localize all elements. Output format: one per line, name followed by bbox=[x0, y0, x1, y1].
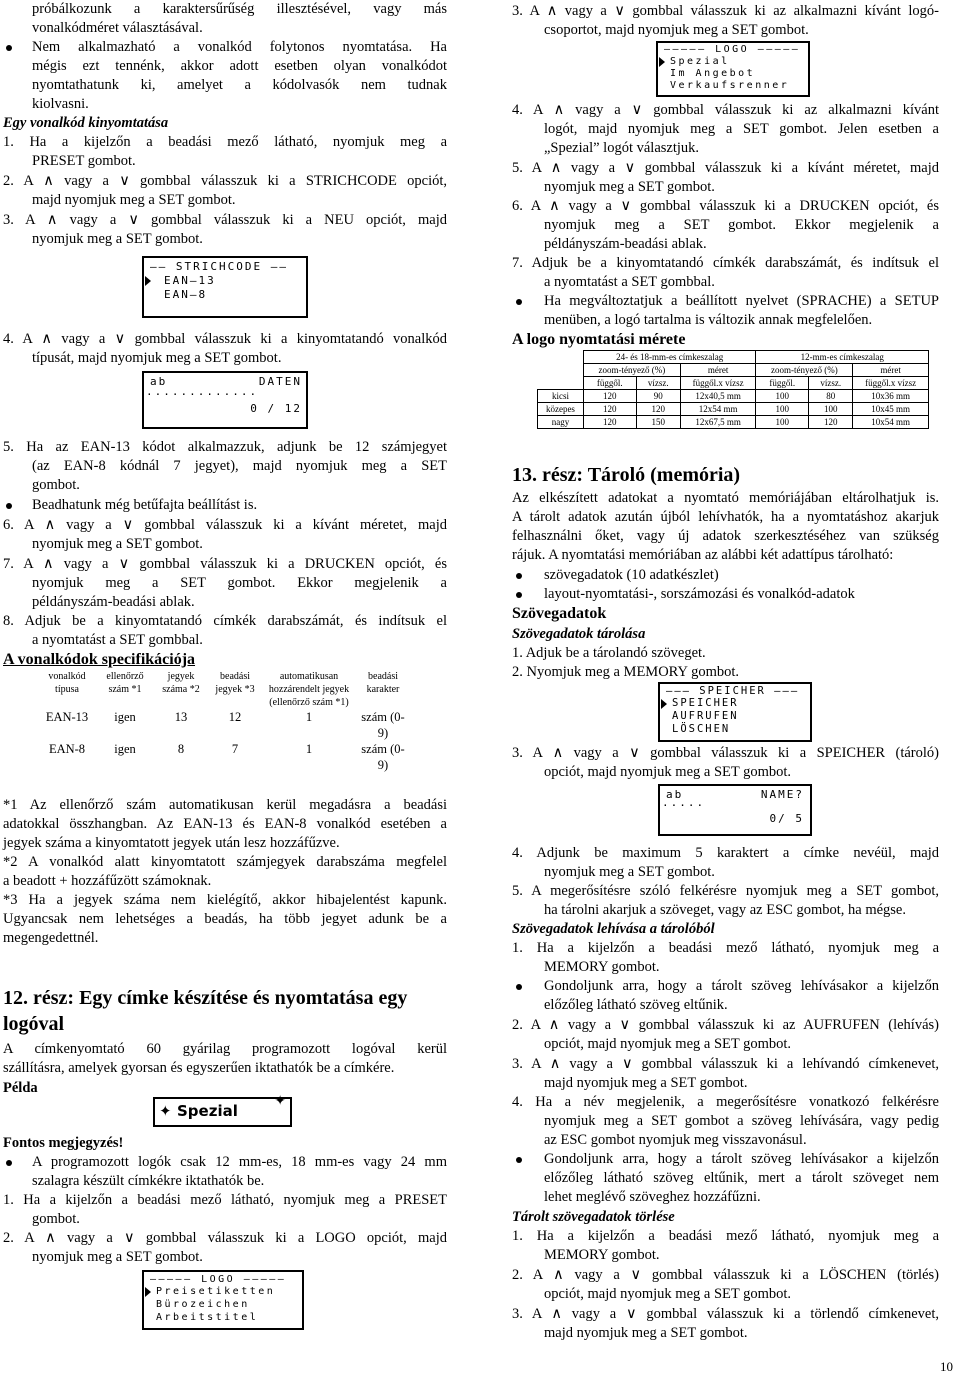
text-line: 2. A ∧ vagy a ∨ gombbal válasszuk ki az AUFRUFEN (lehívás) bbox=[512, 1017, 939, 1033]
part-heading: 12. rész: Egy címke készítése és nyomtatása egy bbox=[3, 987, 408, 1009]
text-line: az ESC gombot nyomjuk meg visszavonásul. bbox=[544, 1132, 807, 1148]
lcd-line: EAN–8 bbox=[164, 288, 208, 301]
bullet-icon bbox=[516, 592, 522, 598]
lcd-line: Preisetiketten bbox=[156, 1286, 276, 1297]
text-line: gombot. bbox=[32, 1211, 80, 1227]
part-heading: logóval bbox=[3, 1013, 65, 1035]
bullet-icon bbox=[516, 573, 522, 579]
lcd-line: –– STRICHCODE –– bbox=[150, 260, 288, 273]
text-line: (az EAN-8 kódnál 7 jegyet), majd nyomjuk meg a SET bbox=[32, 458, 447, 474]
table-cell: 90 bbox=[636, 390, 680, 403]
table-cell: 120 bbox=[636, 403, 680, 416]
table-cell: 12x67,5 mm bbox=[680, 416, 756, 429]
text-line: nyomjuk meg a SET gombot. bbox=[32, 536, 203, 552]
section-heading: A vonalkódok specifikációja bbox=[3, 651, 196, 668]
table-row bbox=[538, 416, 929, 429]
table-header: zoom-tényező (%) bbox=[756, 364, 853, 377]
text-line: Ugyancsak nem lehetséges a beadás, ha több jegyet adunk be a bbox=[3, 911, 447, 927]
text-line: *1 Az ellenőrző szám automatikusan kerül megadásra a beadási bbox=[3, 797, 447, 813]
lcd-text: ab bbox=[666, 788, 684, 801]
text-line: 4. Adjunk be maximum 5 karaktert a címke nevéül, majd bbox=[512, 845, 939, 861]
logo-text: Spezial bbox=[177, 1102, 238, 1120]
table-cell: 100 bbox=[809, 403, 853, 416]
text-line: szállításra, amelyek gyorsan és egyszerűen iktathatók be a címkére. bbox=[3, 1060, 395, 1076]
text-line: nyomtathatunk ki, amelyet a kódolvasók nem tudnak bbox=[32, 77, 447, 93]
text-line: nyomjuk meg a SET gombot. bbox=[32, 1249, 203, 1265]
bullet-icon bbox=[6, 503, 12, 509]
table-cell: 120 bbox=[809, 416, 853, 429]
section-heading: Szövegadatok bbox=[512, 605, 607, 622]
text-line: 8. Adjuk be a kinyomtatandó címkék darabszámát, és indítsuk el bbox=[3, 613, 447, 629]
star-icon: ✦ bbox=[159, 1104, 172, 1120]
table-cell: közepes bbox=[538, 403, 584, 416]
cursor-arrow-icon bbox=[661, 699, 667, 709]
lcd-line: ––––– LOGO ––––– bbox=[664, 44, 801, 55]
text-line: majd nyomjuk meg a SET gombot. bbox=[544, 1325, 748, 1341]
section-heading: A logo nyomtatási mérete bbox=[512, 331, 686, 348]
lcd-line: Im Angebot bbox=[670, 68, 756, 79]
table-header: vonalkód típusa bbox=[48, 671, 86, 695]
text-line: a nyomtatást a SET gombbal. bbox=[544, 274, 715, 290]
text-line: 5. A ∧ vagy a ∨ gombbal válasszuk ki a kívánt méretet, majd bbox=[512, 160, 939, 176]
page-number: 10 bbox=[940, 1359, 953, 1374]
table-cell: 12x54 mm bbox=[680, 403, 756, 416]
spec-table bbox=[38, 670, 410, 773]
text-line: 2. Nyomjuk meg a MEMORY gombot. bbox=[512, 664, 740, 680]
text-line: próbálkozunk a karaktersűrűség illesztésével, vagy más bbox=[32, 1, 447, 17]
text-line: 2. A ∧ vagy a ∨ gombbal válasszuk ki a STRICHCODE opciót, bbox=[3, 173, 447, 189]
table-cell: igen bbox=[114, 742, 136, 756]
text-line: 3. A ∧ vagy a ∨ gombbal válasszuk ki az alkalmazni kívánt logó- bbox=[512, 3, 939, 19]
spezial-logo bbox=[153, 1094, 292, 1127]
table-cell: 12x40,5 mm bbox=[680, 390, 756, 403]
text-line: 1. Ha a kijelzőn a beadási mező látható, nyomjuk meg a bbox=[3, 134, 447, 150]
text-line: majd nyomjuk meg a SET gombot. bbox=[544, 1075, 748, 1091]
lcd-text: ····· bbox=[662, 799, 706, 812]
table-cell: 100 bbox=[756, 403, 809, 416]
text-line: „Spezial” logót választjuk. bbox=[544, 140, 700, 156]
text-line: logót, majd nyomjuk meg a SET gombot. Jelen esetben a bbox=[544, 121, 939, 137]
lcd-text: ············· bbox=[146, 388, 259, 401]
text-line: nyomjuk meg a SET gombot. bbox=[544, 864, 715, 880]
lcd-line: ––– SPEICHER ––– bbox=[666, 685, 800, 697]
table-cell: 8 bbox=[177, 742, 185, 756]
table-header: függől. bbox=[756, 377, 809, 390]
text-line: Gondoljunk arra, hogy a tárolt szöveg lehívásakor a kijelzőn bbox=[544, 1151, 939, 1167]
table-row bbox=[38, 741, 410, 773]
text-line: a nyomtatást a SET gombbal. bbox=[32, 632, 203, 648]
lcd-text: 0/ 5 bbox=[769, 812, 804, 825]
text-line: 4. Ha a név megjelenik, a megerősítésre vonatkozó felkérésre bbox=[512, 1094, 939, 1110]
text-line: csoportot, majd nyomjuk meg a SET gombot. bbox=[544, 22, 809, 38]
table-header: beadási karakter bbox=[366, 671, 400, 695]
bullet-icon bbox=[516, 1157, 522, 1163]
text-line: nyomjuk meg a SET gombot. bbox=[544, 179, 715, 195]
text-line: 5. A megerősítésre szóló felkérésre nyomjuk meg a SET gombot, bbox=[512, 883, 939, 899]
text-line: vonalkódméret választásával. bbox=[32, 20, 203, 36]
lcd-text: DATEN bbox=[258, 375, 302, 388]
part-heading: 13. rész: Tároló (memória) bbox=[512, 464, 741, 486]
lcd-display-name bbox=[658, 784, 812, 836]
text-line: 3. A ∧ vagy a ∨ gombbal válasszuk ki a SPEICHER (tároló) bbox=[512, 745, 939, 761]
lcd-text: NAME? bbox=[760, 788, 804, 801]
text-line: nyomjuk meg a SET gombot. Ekkor megjelenik a bbox=[32, 575, 447, 591]
text-line: *3 Ha a jegyek száma nem kielégítő, akkor hibajelentést kapunk. bbox=[3, 892, 447, 908]
text-line: 1. Ha a kijelzőn a beadási mező látható, nyomjuk meg a bbox=[512, 940, 939, 956]
table-cell: EAN-13 bbox=[45, 710, 89, 724]
table-cell: 10x36 mm bbox=[853, 390, 929, 403]
text-line: 2. A ∧ vagy a ∨ gombbal válasszuk ki a LÖSCHEN (törlés) bbox=[512, 1267, 939, 1283]
table-cell: 120 bbox=[583, 403, 636, 416]
text-line: gombot. bbox=[32, 477, 80, 493]
text-line: 6. A ∧ vagy a ∨ gombbal válasszuk ki a DRUCKEN opciót, és bbox=[512, 198, 939, 214]
text-line: A programozott logók csak 12 mm-es, 18 mm-es vagy 24 mm bbox=[32, 1154, 447, 1170]
section-heading: Szövegadatok tárolása bbox=[512, 626, 646, 642]
text-line: Az elkészített adatokat a nyomtató memóriájában eltárolhatjuk is. bbox=[512, 490, 939, 506]
text-line: 2. A ∧ vagy a ∨ gombbal válasszuk ki a LOGO opciót, majd bbox=[3, 1230, 447, 1246]
example-label: Példa bbox=[3, 1080, 38, 1096]
note-heading: Fontos megjegyzés! bbox=[3, 1135, 124, 1151]
cursor-arrow-icon bbox=[659, 57, 665, 67]
table-cell: igen bbox=[114, 710, 136, 724]
table-cell bbox=[538, 364, 584, 377]
table-header: függől. bbox=[583, 377, 636, 390]
star-icon: ✦ bbox=[274, 1094, 286, 1109]
text-line: A tárolt adatok azután újból lehívhatók, ha a nyomtatáshoz akarjuk bbox=[512, 509, 939, 525]
table-cell: 80 bbox=[809, 390, 853, 403]
text-line: MEMORY gombot. bbox=[544, 959, 660, 975]
bullet-icon bbox=[516, 984, 522, 990]
table-row bbox=[538, 390, 929, 403]
logo-size-table bbox=[537, 350, 929, 429]
table-cell: 100 bbox=[756, 390, 809, 403]
text-line: lehet meglévő szöveghez hozzáfűzni. bbox=[544, 1189, 761, 1205]
text-line: Nem alkalmazható a vonalkód folytonos nyomtatása. Ha bbox=[32, 39, 447, 55]
table-cell: 13 bbox=[174, 710, 188, 724]
table-header: zoom-tényező (%) bbox=[583, 364, 680, 377]
table-header: függől.x vízsz bbox=[853, 377, 929, 390]
table-header: vízsz. bbox=[809, 377, 853, 390]
table-header: 12-mm-es címkeszalag bbox=[756, 351, 929, 364]
table-row bbox=[38, 709, 410, 741]
text-line: opciót, majd nyomjuk meg a SET gombot. bbox=[544, 1036, 792, 1052]
lcd-display-logo-group bbox=[656, 41, 810, 97]
text-line: 6. A ∧ vagy a ∨ gombbal válasszuk ki a kívánt méretet, majd bbox=[3, 517, 447, 533]
text-line: típusát, majd nyomjuk meg a SET gombot. bbox=[32, 350, 282, 366]
table-header: méret bbox=[853, 364, 929, 377]
text-line: kiolvasni. bbox=[32, 96, 89, 112]
text-line: *2 A vonalkód alatt kinyomtatott számjegyek darabszáma megfelel bbox=[3, 854, 447, 870]
text-line: opciót, majd nyomjuk meg a SET gombot. bbox=[544, 1286, 792, 1302]
table-cell bbox=[538, 377, 584, 390]
text-line: megengedettnél. bbox=[3, 930, 99, 946]
table-cell: 120 bbox=[583, 416, 636, 429]
table-header: függől.x vízsz bbox=[680, 377, 756, 390]
text-line: menüben, a logó tartalma is változik annak megfelelően. bbox=[544, 312, 873, 328]
lcd-text: ab bbox=[150, 375, 168, 388]
lcd-display-daten bbox=[142, 371, 308, 429]
table-cell: 120 bbox=[583, 390, 636, 403]
table-header: automatikusan hozzárendelt jegyek (ellenőrző szám *1) bbox=[268, 671, 350, 708]
section-heading: Egy vonalkód kinyomtatása bbox=[3, 115, 169, 131]
text-line: adatokkal összhangban. Az EAN-13 és EAN-8 vonalkód esetében a bbox=[3, 816, 447, 832]
text-line: 3. A ∧ vagy a ∨ gombbal válasszuk ki a törlendő címkenevet, bbox=[512, 1306, 939, 1322]
text-line: 3. A ∧ vagy a ∨ gombbal válasszuk ki a lehívandó címkenevet, bbox=[512, 1056, 939, 1072]
text-line: szalagra készült címkékre iktathatók be. bbox=[32, 1173, 265, 1189]
section-heading: Szövegadatok lehívása a tárolóból bbox=[512, 921, 715, 937]
table-cell: nagy bbox=[538, 416, 584, 429]
text-line: 1. Ha a kijelzőn a beadási mező látható, nyomjuk meg a bbox=[512, 1228, 939, 1244]
text-line: a beadott + hozzáfűzött számoknak. bbox=[3, 873, 212, 889]
bullet-icon bbox=[6, 45, 12, 51]
table-header: 24- és 18-mm-es címkeszalag bbox=[583, 351, 756, 364]
text-line: majd nyomjuk meg a SET gombot. bbox=[32, 192, 236, 208]
text-line: előzőleg látható szöveg eltűnik, mert a tárolt szöveget nem bbox=[544, 1170, 939, 1186]
table-cell bbox=[538, 351, 584, 364]
lcd-display-logo bbox=[142, 1270, 304, 1330]
table-cell: 100 bbox=[756, 416, 809, 429]
table-cell: EAN-8 bbox=[48, 742, 86, 756]
table-cell: szám (0-9) bbox=[361, 742, 405, 772]
lcd-line: Verkaufsrenner bbox=[670, 80, 790, 91]
text-line: 1. Adjuk be a tárolandó szöveget. bbox=[512, 645, 706, 661]
text-line: PRESET gombot. bbox=[32, 153, 136, 169]
text-line: példányszám-beadási ablak. bbox=[32, 594, 195, 610]
text-line: MEMORY gombot. bbox=[544, 1247, 660, 1263]
table-row bbox=[538, 403, 929, 416]
lcd-line: SPEICHER bbox=[672, 697, 739, 709]
table-cell: 1 bbox=[305, 710, 313, 724]
text-line: layout-nyomtatási-, sorszámozási és vonalkód-adatok bbox=[544, 586, 855, 602]
text-line: 3. A ∧ vagy a ∨ gombbal válasszuk ki a NEU opciót, majd bbox=[3, 212, 447, 228]
lcd-line: EAN–13 bbox=[164, 274, 216, 287]
text-line: Beadhatunk még betűfajta beállítást is. bbox=[32, 497, 258, 513]
text-line: Gondoljunk arra, hogy a tárolt szöveg lehívásakor a kijelzőn bbox=[544, 978, 939, 994]
table-cell: 12 bbox=[228, 710, 242, 724]
table-cell: 7 bbox=[231, 742, 239, 756]
table-cell: 150 bbox=[636, 416, 680, 429]
bullet-icon bbox=[516, 299, 522, 305]
lcd-text: 0 / 12 bbox=[250, 402, 302, 415]
lcd-line: AUFRUFEN bbox=[672, 710, 739, 722]
table-cell: kicsi bbox=[538, 390, 584, 403]
text-line: szövegadatok (10 adatkészlet) bbox=[544, 567, 719, 583]
text-line: nyomjuk meg a SET gombot. Ekkor megjelenik a bbox=[544, 217, 939, 233]
text-line: ha tárolni akarjuk a szöveget, vagy az ESC gombot, ha mégse. bbox=[544, 902, 906, 918]
text-line: 5. Ha az EAN-13 kódot alkalmazzuk, adjunk be 12 számjegyet bbox=[3, 439, 447, 455]
text-line: előzőleg látható szöveg eltűnik. bbox=[544, 997, 728, 1013]
section-heading: Tárolt szövegadatok törlése bbox=[512, 1209, 675, 1225]
text-line: opciót, majd nyomjuk meg a SET gombot. bbox=[544, 764, 792, 780]
bullet-icon bbox=[6, 1160, 12, 1166]
text-line: nyomjuk meg a SET gombot a szöveg lehívására, vagy pedig bbox=[544, 1113, 939, 1129]
text-line: A címkenyomtató 60 gyárilag programozott logóval kerül bbox=[3, 1041, 447, 1057]
table-header: ellenőrző szám *1 bbox=[106, 671, 144, 695]
text-line: felhasználni őket, vagy új adatok szerkesztéséhez van szükség bbox=[512, 528, 939, 544]
lcd-line: Spezial bbox=[670, 56, 730, 67]
lcd-display-strichcode bbox=[142, 256, 308, 318]
table-cell: 10x54 mm bbox=[853, 416, 929, 429]
table-cell: 1 bbox=[305, 742, 313, 756]
text-line: nyomjuk meg a SET gombot. bbox=[32, 231, 203, 247]
lcd-line: LÖSCHEN bbox=[672, 723, 731, 735]
lcd-line: ––––– LOGO ––––– bbox=[150, 1274, 287, 1285]
lcd-display-speicher bbox=[658, 682, 812, 742]
text-line: 1. Ha a kijelzőn a beadási mező látható, nyomjuk meg a PRESET bbox=[3, 1192, 447, 1208]
text-line: Ha megváltoztatjuk a beállított nyelvet (SPRACHE) a SETUP bbox=[544, 293, 939, 309]
table-header: jegyek száma *2 bbox=[162, 671, 200, 695]
lcd-line: Bürozeichen bbox=[156, 1299, 250, 1310]
cursor-arrow-icon bbox=[145, 276, 151, 286]
text-line: jegyek száma a kinyomtatott jegyek után lesz hozzáfűzve. bbox=[3, 835, 340, 851]
table-header: vízsz. bbox=[636, 377, 680, 390]
text-line: 4. A ∧ vagy a ∨ gombbal válasszuk ki a kinyomtatandó vonalkód bbox=[3, 331, 447, 347]
table-cell: 10x45 mm bbox=[853, 403, 929, 416]
text-line: 7. A ∧ vagy a ∨ gombbal válasszuk ki a DRUCKEN opciót, és bbox=[3, 556, 447, 572]
text-line: 4. A ∧ vagy a ∨ gombbal válasszuk ki az alkalmazni kívánt bbox=[512, 102, 939, 118]
table-header: beadási jegyek *3 bbox=[215, 671, 255, 695]
text-line: rájuk. A nyomtatási memóriában az alábbi két adattípus tárolható: bbox=[512, 547, 894, 563]
text-line: 7. Adjuk be a kinyomtatandó címkék darabszámát, és indítsuk el bbox=[512, 255, 939, 271]
text-line: mégis ezt tennénk, akkor adott esetben olyan vonalkódot bbox=[32, 58, 447, 74]
table-cell: szám (0-9) bbox=[361, 710, 405, 740]
cursor-arrow-icon bbox=[145, 1287, 151, 1297]
lcd-line: Arbeitstitel bbox=[156, 1312, 259, 1323]
table-header: méret bbox=[680, 364, 756, 377]
text-line: példányszám-beadási ablak. bbox=[544, 236, 707, 252]
